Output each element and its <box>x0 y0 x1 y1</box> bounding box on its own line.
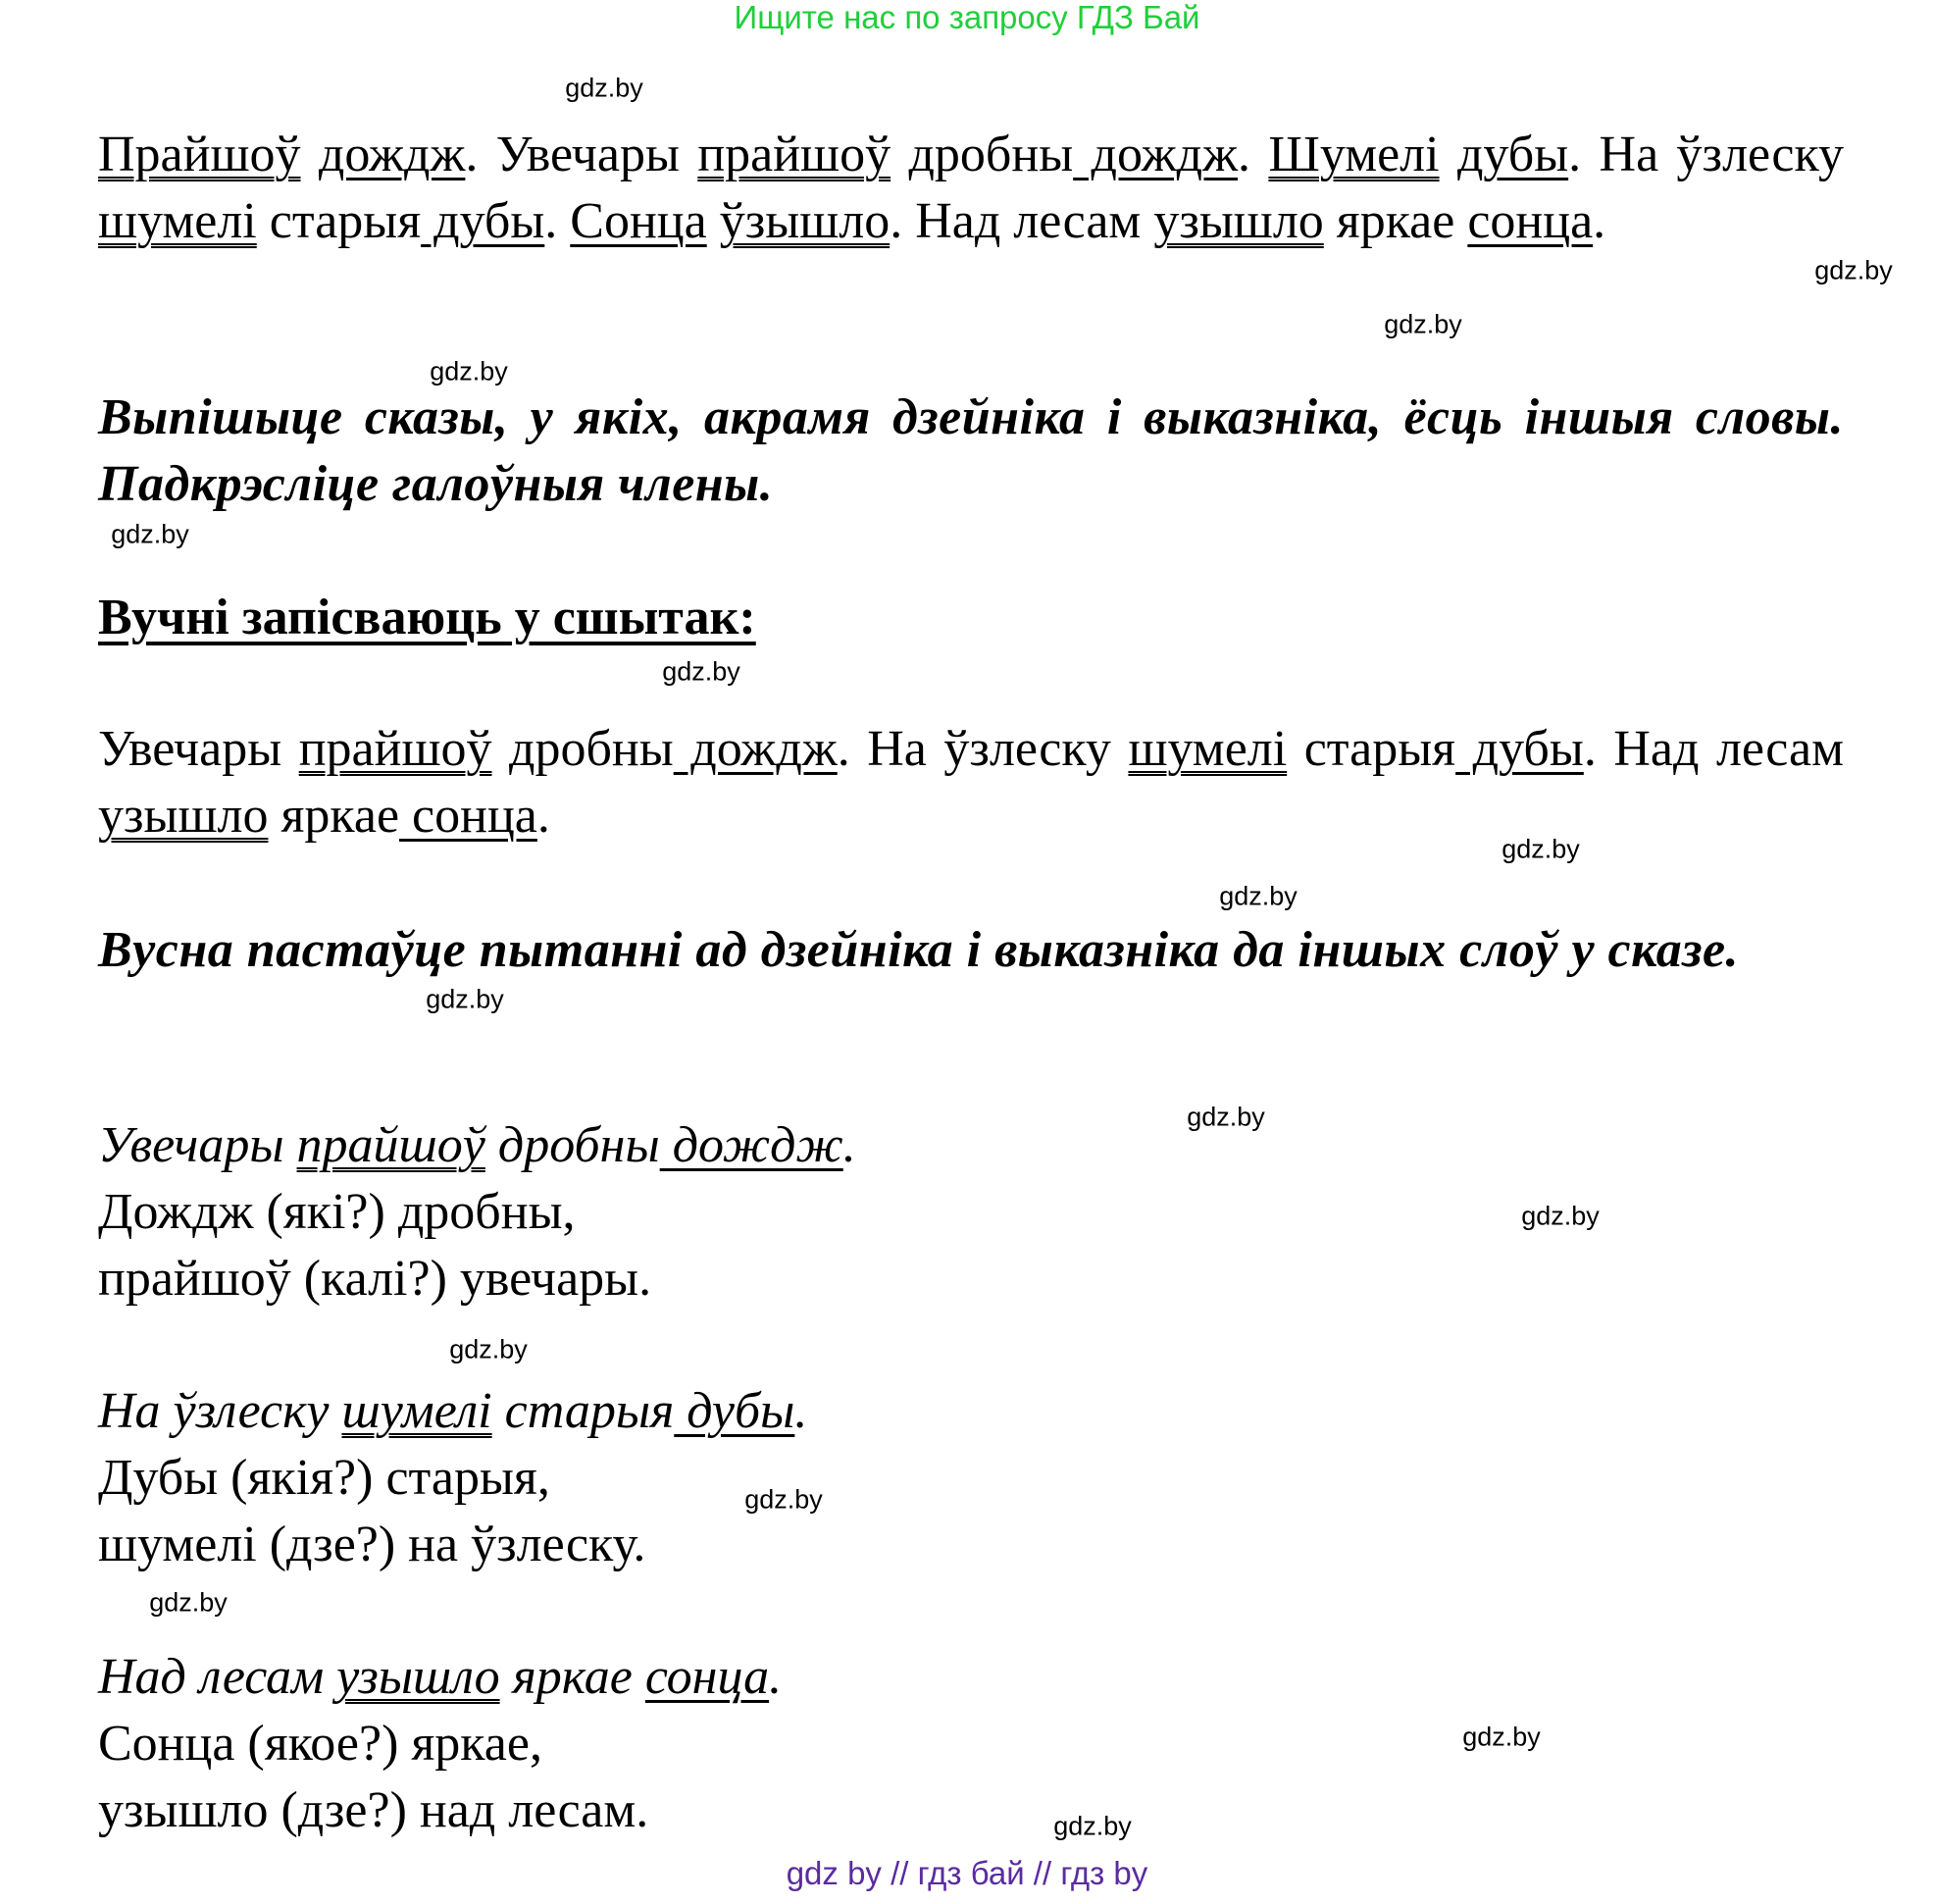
example-line: Дубы (якія?) старыя, <box>98 1450 550 1506</box>
watermark: gdz.by <box>744 1484 823 1515</box>
predicate-word: узышло <box>336 1649 500 1705</box>
text-segment: . На ўзлеску <box>1568 127 1845 182</box>
watermark: gdz.by <box>1384 309 1462 339</box>
predicate-word: шумелі <box>1128 721 1288 777</box>
footer-links: gdz by // гдз бай // гдз by <box>786 1855 1148 1891</box>
predicate-word: шумелі <box>341 1383 492 1439</box>
example-sentence <box>98 1644 1844 1711</box>
example-line: Сонца (якое?) яркае, <box>98 1716 542 1772</box>
subject-word: дубы <box>1456 127 1569 182</box>
predicate-word: узышло <box>1153 193 1324 249</box>
example-line: прайшоў (калі?) увечары. <box>98 1251 652 1307</box>
watermark: gdz.by <box>1187 1102 1265 1132</box>
predicate-word: шумелі <box>98 193 257 249</box>
text-segment: старыя <box>1287 721 1456 777</box>
text-segment <box>1440 127 1457 182</box>
section-heading: Вучні запісваюць у сшытак: <box>98 590 756 645</box>
text-segment: . <box>794 1383 808 1439</box>
text-segment: . <box>769 1649 783 1705</box>
text-segment <box>707 193 720 249</box>
watermark: gdz.by <box>565 73 643 103</box>
text-segment: . Над лесам <box>890 193 1154 249</box>
task-instruction-2: Вусна пастаўце пытанні ад дзейніка і выказніка да іншых слоў у сказе. <box>98 922 1740 978</box>
text-segment: . <box>1238 127 1269 182</box>
text-segment: . <box>842 1117 856 1173</box>
answer-paragraph <box>98 716 1844 849</box>
example-block <box>98 1644 1844 1844</box>
text-segment: . <box>1593 193 1606 249</box>
example-line: узышло (дзе?) над лесам. <box>98 1782 649 1838</box>
source-paragraph <box>98 122 1844 255</box>
subject-word: дубы <box>1455 721 1584 777</box>
watermark: gdz.by <box>1501 834 1580 864</box>
subject-word: сонца <box>644 1649 770 1705</box>
text-segment: . <box>536 788 550 844</box>
predicate-word: прайшоў <box>298 721 492 777</box>
search-banner: Ищите нас по запросу ГДЗ Бай <box>734 0 1200 35</box>
predicate-word: узышло <box>98 788 269 844</box>
watermark: gdz.by <box>149 1587 228 1618</box>
text-segment: . <box>544 193 571 249</box>
subject-word: дубы <box>421 193 545 249</box>
watermark: gdz.by <box>1053 1811 1132 1841</box>
text-segment: Над лесам <box>98 1649 337 1705</box>
example-line: Дождж (які?) дробны, <box>98 1184 576 1240</box>
subject-word: сонца <box>1467 193 1594 249</box>
text-segment: яркае <box>268 788 400 844</box>
text-segment: . На ўзлеску <box>837 721 1129 777</box>
example-sentence <box>98 1112 1844 1179</box>
text-segment: старыя <box>491 1383 675 1439</box>
watermark: gdz.by <box>1521 1201 1600 1231</box>
text-segment: яркае <box>499 1649 645 1705</box>
predicate-word: ўзышло <box>719 193 891 249</box>
subject-word: дубы <box>674 1383 795 1439</box>
watermark: gdz.by <box>449 1334 528 1364</box>
subject-word: сонца <box>399 788 537 844</box>
predicate-word: прайшоў <box>296 1117 485 1173</box>
predicate-word: Шумелі <box>1268 127 1440 182</box>
text-segment: дробны <box>491 721 674 777</box>
subject-word: дождж <box>318 127 466 182</box>
watermark: gdz.by <box>111 519 189 549</box>
watermark: gdz.by <box>426 984 504 1014</box>
text-segment: дробны <box>484 1117 660 1173</box>
example-sentence <box>98 1378 1844 1445</box>
text-segment: . Над лесам <box>1583 721 1844 777</box>
text-segment: старыя <box>256 193 422 249</box>
subject-word: дождж <box>1073 127 1239 182</box>
task-instruction-1: Выпішыце сказы, у якіх, акрамя дзейніка і выказніка, ёсць іншыя словы. Падкрэсліце галоўныя члены. <box>98 389 1844 512</box>
watermark: gdz.by <box>430 356 508 386</box>
watermark: gdz.by <box>1814 255 1893 285</box>
example-block <box>98 1378 1844 1578</box>
subject-word: дождж <box>659 1117 843 1173</box>
subject-word: дождж <box>673 721 838 777</box>
predicate-word: Прайшоў <box>98 127 301 182</box>
example-line: шумелі (дзе?) на ўзлеску. <box>98 1517 646 1572</box>
watermark: gdz.by <box>1462 1722 1541 1752</box>
text-segment <box>301 127 319 182</box>
predicate-word: прайшоў <box>697 127 891 182</box>
watermark: gdz.by <box>1219 881 1298 911</box>
text-segment: Увечары <box>98 1117 297 1173</box>
text-segment: дробны <box>891 127 1074 182</box>
text-segment: Увечары <box>98 721 299 777</box>
text-segment: яркае <box>1323 193 1468 249</box>
text-segment: На ўзлеску <box>98 1383 342 1439</box>
text-segment: . Увечары <box>465 127 698 182</box>
watermark: gdz.by <box>662 656 740 687</box>
subject-word: Сонца <box>570 193 707 249</box>
